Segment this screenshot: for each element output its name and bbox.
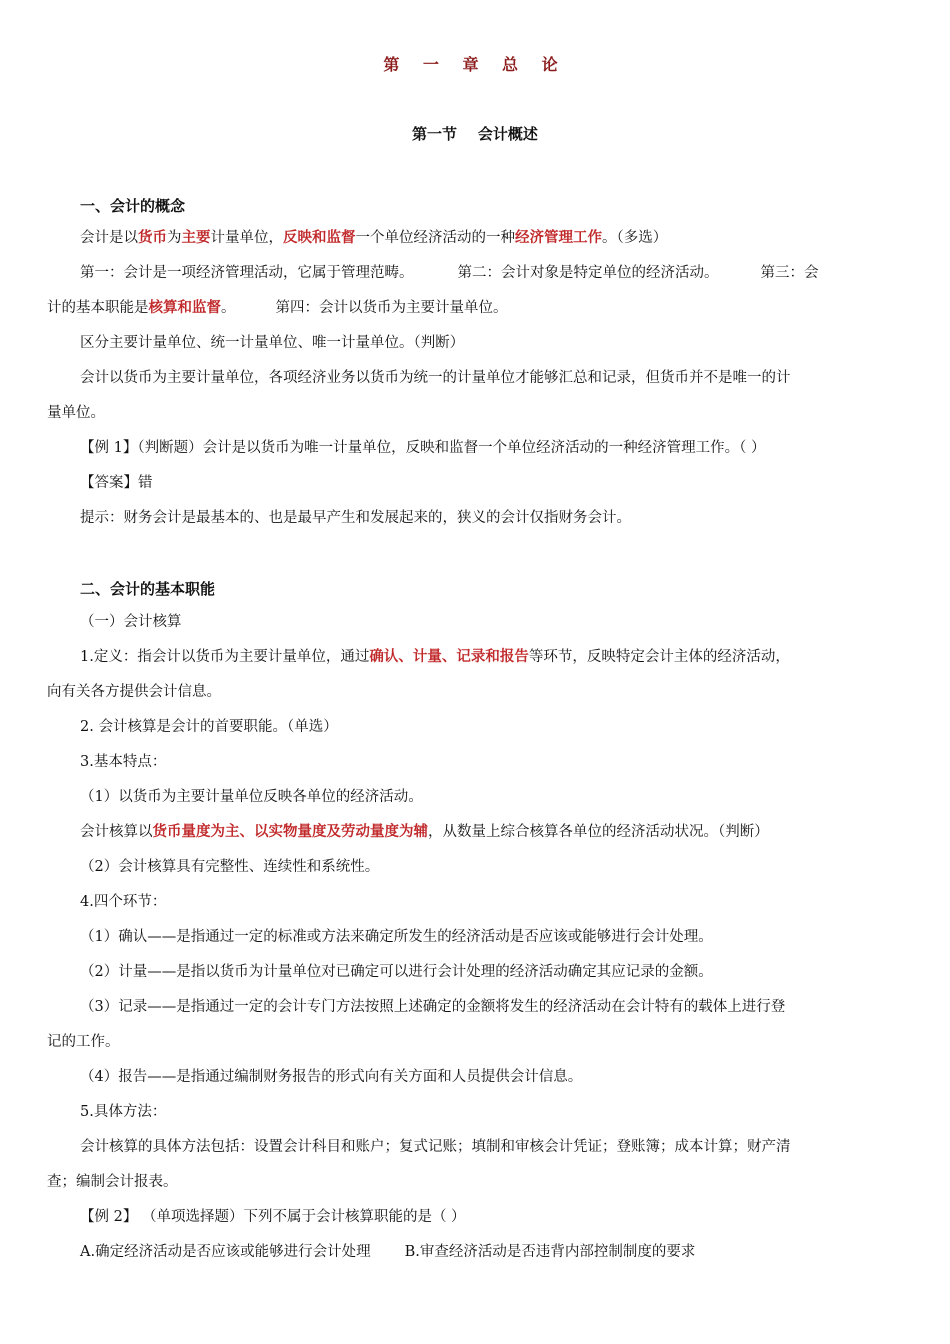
- highlight-measurement: 货币量度为主、以实物量度及劳动量度为辅: [152, 824, 428, 840]
- concept-points-line2: 计的基本职能是核算和监督。 第四：会计以货币为主要计量单位。: [47, 300, 508, 316]
- example-2: 【例 2】 （单项选择题）下列不属于会计核算职能的是（ ）: [80, 1209, 466, 1225]
- link-measurement: （2）计量——是指以货币为计量单位对已确定可以进行会计处理的经济活动确定其应记录的金额。: [80, 964, 713, 980]
- definition-line1: 1.定义：指会计以货币为主要计量单位，通过确认、计量、记录和报告等环节，反映特定会计主体的经济活动，: [80, 649, 790, 665]
- heading-basic-functions: 二、会计的基本职能: [80, 580, 216, 598]
- feature-1-detail: 会计核算以货币量度为主、以实物量度及劳动量度为辅，从数量上综合核算各单位的经济活动状况。（判断）: [80, 824, 769, 840]
- example-1: 【例 1】（判断题）会计是以货币为唯一计量单位，反映和监督一个单位经济活动的一种经济管理工作。（ ）: [80, 440, 766, 456]
- concept-points-line1: 第一：会计是一项经济管理活动，它属于管理范畴。 第二：会计对象是特定单位的经济活动。 第三：会: [80, 265, 819, 281]
- item-primary-function: 2. 会计核算是会计的首要职能。（单选）: [80, 719, 338, 735]
- highlight-main: 主要: [181, 230, 211, 246]
- feature-1: （1）以货币为主要计量单位反映各单位的经济活动。: [80, 789, 423, 805]
- answer-1: 【答案】错: [80, 475, 153, 491]
- option-b: B.审查经济活动是否违背内部控制制度的要求: [404, 1244, 696, 1260]
- sub-accounting: （一）会计核算: [80, 614, 182, 630]
- option-a: A.确定经济活动是否应该或能够进行会计处理: [80, 1244, 371, 1260]
- highlight-management-work: 经济管理工作: [515, 230, 602, 246]
- methods-line1: 会计核算的具体方法包括：设置会计科目和账户；复式记账；填制和审核会计凭证；登账簿；成本计算；财产清: [80, 1139, 791, 1155]
- chapter-title: 第 一 章 总 论: [383, 55, 567, 74]
- link-recording-line1: （3）记录——是指通过一定的会计专门方法按照上述确定的金额将发生的经济活动在会计特有的载体上进行登: [80, 999, 786, 1015]
- highlight-accounting-supervision: 核算和监督: [148, 300, 221, 316]
- explain-line1: 会计以货币为主要计量单位，各项经济业务以货币为统一的计量单位才能够汇总和记录，但货币并不是唯一的计: [80, 370, 791, 386]
- link-reporting: （4）报告——是指通过编制财务报告的形式向有关方面和人员提供会计信息。: [80, 1069, 583, 1085]
- explain-line2: 量单位。: [47, 405, 105, 421]
- link-recognition: （1）确认——是指通过一定的标准或方法来确定所发生的经济活动是否应该或能够进行会计处理。: [80, 929, 713, 945]
- methods-line2: 查；编制会计报表。: [47, 1174, 178, 1190]
- item-features: 3.基本特点：: [80, 754, 167, 770]
- heading-concept: 一、会计的概念: [80, 197, 186, 215]
- definition-line2: 向有关各方提供会计信息。: [47, 684, 221, 700]
- highlight-reflect-supervise: 反映和监督: [283, 230, 356, 246]
- item-four-links: 4.四个环节：: [80, 894, 167, 910]
- highlight-currency: 货币: [138, 230, 167, 246]
- concept-definition: 会计是以货币为主要计量单位，反映和监督一个单位经济活动的一种经济管理工作。（多选）: [80, 230, 668, 246]
- highlight-four-steps: 确认、计量、记录和报告: [369, 649, 529, 665]
- example-2-options: [80, 1242, 902, 1262]
- hint: 提示：财务会计是最基本的、也是最早产生和发展起来的，狭义的会计仅指财务会计。: [80, 510, 631, 526]
- section-title: 第一节 会计概述: [412, 125, 538, 143]
- feature-2: （2）会计核算具有完整性、连续性和系统性。: [80, 859, 380, 875]
- link-recording-line2: 记的工作。: [47, 1034, 120, 1050]
- distinguish-units: 区分主要计量单位、统一计量单位、唯一计量单位。（判断）: [80, 335, 465, 351]
- item-methods: 5.具体方法：: [80, 1104, 167, 1120]
